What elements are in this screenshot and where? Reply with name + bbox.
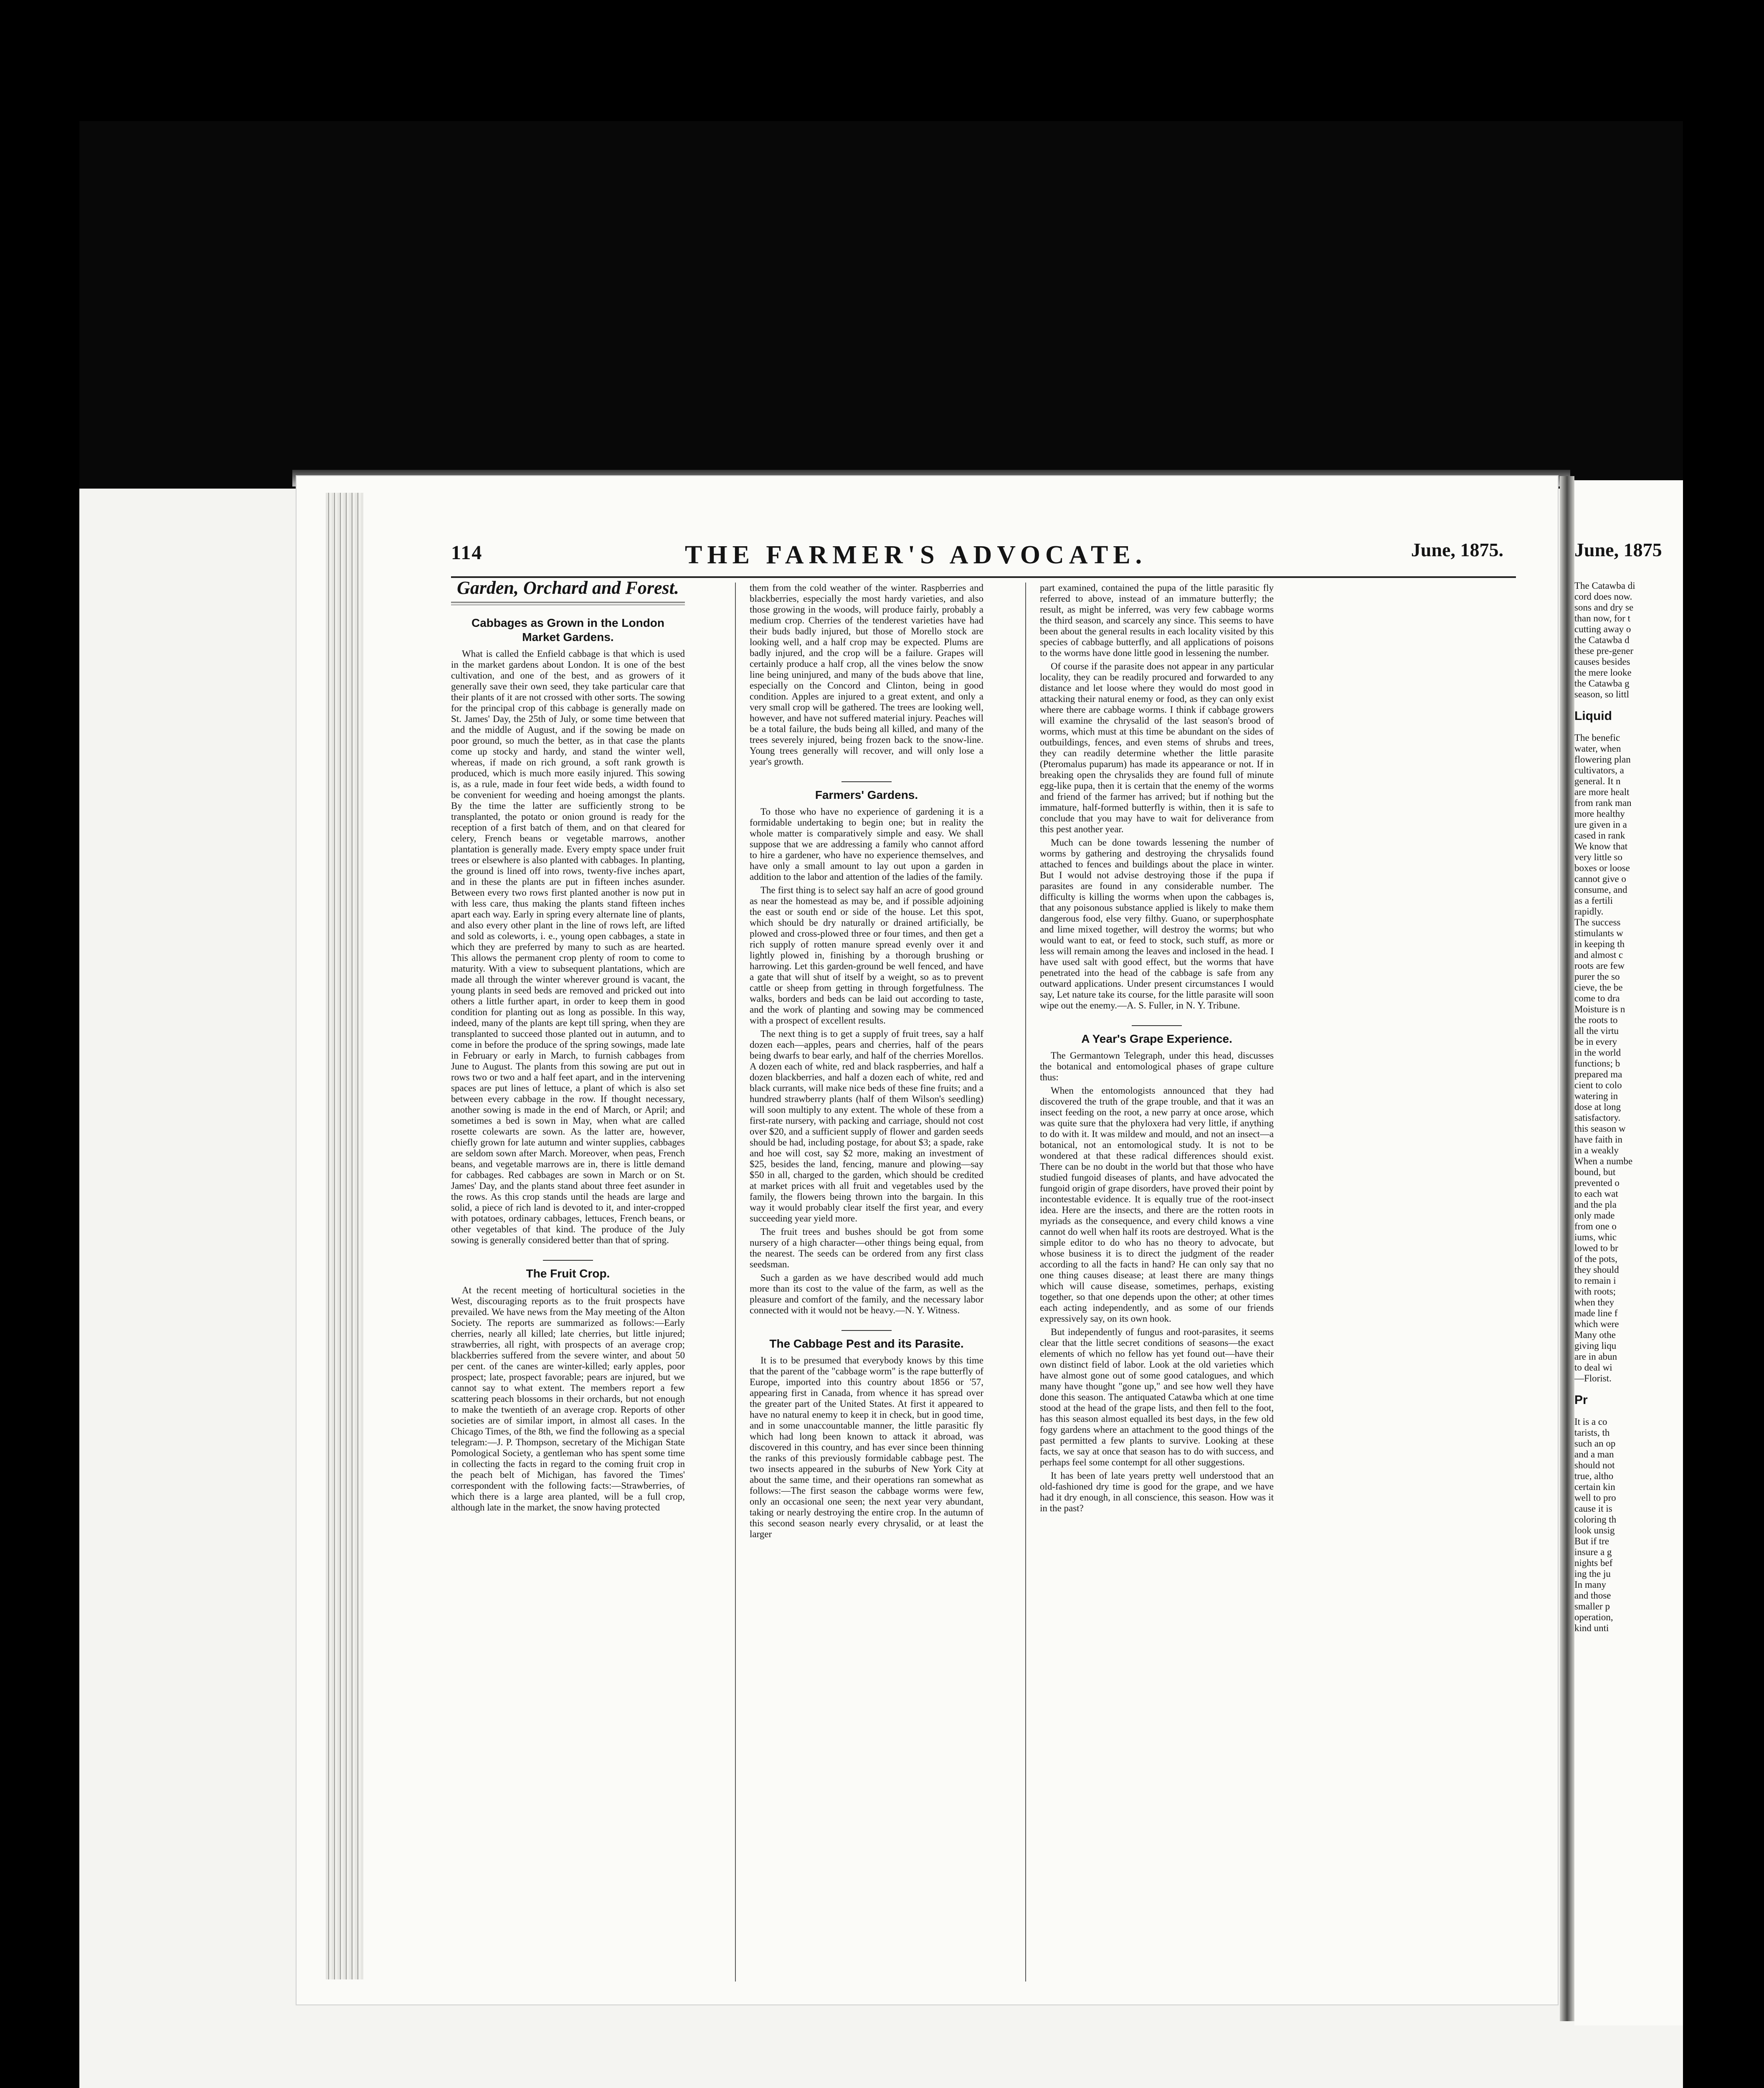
facing-text-line: made line f [1574,1308,1618,1318]
facing-page-fragment [1574,480,1683,2025]
facing-text-line: have faith in [1574,1134,1622,1145]
facing-text-line: from rank man [1574,798,1632,808]
facing-text-line: dose at long [1574,1102,1621,1112]
article-paragraph: When the entomologists announced that they had discovered the truth of the grape trouble, and that it was an insect feeding on the root, a new parry at once arose, which was quite sure that the phyloxera had very little, if anything to do with it. It was mildew and mould, and not an insect—a botanical, not an entomological study. It is not to be wondered at that these radical differences should exist. There can be no doubt in the world but that those who have studied fungoid diseases of plants, and have advocated the fungoid origin of grape disorders, have proved their point by incontestable evidence. It is equally true of the root-insect idea. Here are the insects, and there are the rotten roots in myriads as the consequence, and every child knows a vine cannot do well when half its roots are destroyed. What is the simple editor to do who has no theory to advocate, but whose business it is to direct the judgment of the reader according to all the facts in hand? He can only say that no one thing causes disease; at least there are many things which will cause disease, sometimes, perhaps, existing together, so that one depends upon the other; at other times each acting independently, and as some of our friends expressively say, on its own hook. [1040,1085,1274,1324]
page-header [451,539,1516,578]
facing-text-line: cord does now. [1574,591,1632,602]
facing-text-line: cased in rank [1574,830,1625,841]
facing-text-line: and the pla [1574,1199,1617,1210]
facing-text-line: operation, [1574,1612,1613,1622]
facing-text-line: all the virtu [1574,1026,1619,1036]
facing-text-line: Moisture is n [1574,1004,1625,1014]
column-rule [735,583,736,1982]
article-paragraph: It is to be presumed that everybody knows by this time that the parent of the "cabbage worm" is the rape butterfly of Europe, imported into this country about 1856 or '57, appearing first in Canada, from whence it has spread over the greater part of the United States. At first it appeared to have no natural enemy to keep it in check, but in good time, and in some unaccountable manner, the little parasitic fly which had long been known to attack it abroad, was discovered in this country, and has ever since been thinning the ranks of this previously formidable cabbage pest. The two insects appeared in the suburbs of New York City at about the same time, and their operations ran somewhat as follows:—The first season the cabbage worms were few, only an occasional one seen; the next year very abundant, taking or nearly destroying the entire crop. In the autumn of this second season nearly every chrysalid, or at least the larger [750,1355,983,1539]
facing-text-line: watering in [1574,1091,1618,1101]
issue-date: June, 1875. [1411,539,1503,560]
facing-text-line: purer the so [1574,971,1620,982]
facing-page-text [1574,580,1679,1634]
facing-text-line: In many [1574,1579,1607,1590]
facing-text-line: coloring th [1574,1514,1617,1525]
facing-text-line: stimulants w [1574,928,1623,938]
facing-text-line: the Catawba d [1574,635,1630,645]
article-title: Cabbages as Grown in the London Market Gardens. [471,616,665,644]
book-gutter [1560,476,1574,2021]
facing-text-line: flowering plan [1574,754,1631,765]
facing-text-line: cient to colo [1574,1080,1622,1090]
article-separator [841,1330,892,1331]
column-1-body [451,616,685,1513]
facing-text-line: sons and dry se [1574,602,1634,613]
facing-text-line: which were [1574,1319,1619,1329]
column-3 [1040,583,1274,1516]
scan-background-lower [79,2025,1683,2088]
facing-text-line: season, so littl [1574,689,1629,699]
facing-text-line: from one o [1574,1221,1617,1232]
facing-text-line: Many othe [1574,1330,1616,1340]
article-paragraph: The next thing is to get a supply of fruit trees, say a half dozen each—apples, pears and cherries, half of the pears being dwarfs to bear early, and half of the cherries Morellos. A dozen each of white, red and black raspberries, and half a dozen blackberries, and half a dozen each of white, red and black currants, will make nice beds of these fine fruits; and a hundred strawberry plants (half of them Wilson's seedling) will soon multiply to any extent. The whole of these from a first-rate nursery, with packing and carriage, should not cost over $20, and a sufficient supply of flower and garden seeds should be had, including postage, for about $3; a spade, rake and hoe will cost, say $2 more, making an investment of $25, besides the land, fencing, manure and plowing—say $50 in all, charged to the garden, which should be credited at market prices with all fruit and vegetables used by the family, the flowers being thrown into the bargain. In this way it would probably clear itself the first year, and every succeeding year yield more. [750,1029,983,1224]
article-title: Farmers' Gardens. [815,788,918,801]
facing-text-line: insure a g [1574,1547,1612,1557]
facing-text-line: more healthy [1574,808,1625,819]
facing-lines-bottom [1574,1416,1679,1634]
facing-text-line: cannot give o [1574,874,1626,884]
facing-text-line: the mere looke [1574,667,1632,678]
facing-text-line: The benefic [1574,732,1620,743]
facing-text-line: true, altho [1574,1471,1614,1481]
page-edge-stack [326,493,363,1979]
article-paragraph: Such a garden as we have described would add much more than its cost to the value of the farm, as well as the pleasure and comfort of the family, and the necessary labor connected with it would not be heavy.—N. Y. Witness. [750,1272,983,1315]
facing-text-line: should not [1574,1460,1615,1470]
facing-text-line: of the pots, [1574,1254,1617,1264]
facing-text-line: roots are few [1574,960,1625,971]
article-paragraph: What is called the Enfield cabbage is that which is used in the market gardens about London. It is one of the best cultivation, and one of the best, and as growers of it generally save their own seed, they take particular care that their plants of it are not crossed with other sorts. The sowing for the principal crop of this cabbage is generally made on St. James' Day, the 25th of July, or some time between that and the middle of August, and if the sowing be made on poor ground, so much the better, as in that case the plants come up stocky and hardy, and stand the winter well, whereas, if made on rich ground, a soft rank growth is produced, which is much more easily injured. This sowing is, as a rule, made in four feet wide beds, a width found to be convenient for weeding and hoeing amongst the plants. By the time the latter are sufficiently strong to be transplanted, the potato or onion ground is ready for the reception of a first batch of them, and on that cleared for celery, French beans or vegetable marrows, another plantation is generally made. Every empty space under fruit trees or elsewhere is also planted with cabbages. In planting, the ground is lined off into rows, twenty-five inches apart, and in these the plants are put in fifteen inches asunder. Between every two rows first planted another is now put in with less care, thus making the plants stand fifteen inches apart each way. Early in spring every alternate line of plants, and also every other plant in the line of rows left, are lifted and sold as coleworts, i. e., young open cabbages, a state in which they are preferred by many to such as are hearted. This allows the permanent crop plenty of room to come to maturity. With a view to subsequent plantations, which are made all through the winter wherever ground is vacant, the young plants in seed beds are removed and pricked out into others a little further apart, in order to keep them in good condition for planting out as long as possible. In this way, indeed, many of the plants are kept till spring, when they are transplanted to succeed those planted out in autumn, and to come in before the produce of the spring sowings, made late in February or early in March, to furnish cabbages from June to August. The plants from this sowing are put out in rows two or two and a half feet apart, and in the intervening spaces are put lines of lettuce, a plant of which is also set between every cabbage in the row. If thought necessary, another sowing is made in the end of March, or April; and sometimes a bed is sown in May, when what are called rosette colewarts are sown. As the latter are, however, chiefly grown for late autumn and winter supplies, cabbages are seldom sown after March. Moreover, when peas, French beans, and vegetable marrows are in, there is little demand for cabbages. Red cabbages are sown in March or on St. James' Day, and the plants stand about three feet asunder in the rows. As this crop stands until the heads are large and solid, a piece of rich land is devoted to it, and inter-cropped with potatoes, ordinary cabbages, lettuces, French beans, or other vegetables of that kind. The produce of the July sowing is generally considered better than that of spring. [451,649,685,1245]
article-title: The Fruit Crop. [526,1267,610,1280]
facing-text-line: to deal wi [1574,1362,1612,1373]
facing-text-line: to each wat [1574,1188,1618,1199]
facing-text-line: The Catawba di [1574,580,1635,591]
facing-text-line: to remain i [1574,1275,1616,1286]
article-paragraph: At the recent meeting of horticultural societies in the West, discouraging reports as to the fruit prospects have prevailed. We have news from the May meeting of the Alton Society. The reports are summarized as follows:—Early cherries, nearly all killed; late cherries, but little injured; strawberries, all right, with prospects of an average crop; blackberries suffered from the severe winter, and about 50 per cent. of the canes are winter-killed; early apples, poor prospect; late, prospect favorable; pears are injured, but we cannot say to what extent. The members report a few scattering peach blossoms in their orchards, but not enough to make the twentieth of an average crop. Reports of other societies are of similar import, in almost all cases. In the Chicago Times, of the 8th, we find the following as a special telegram:—J. P. Thompson, secretary of the Michigan State Pomological Society, a gentleman who has spent some time in collecting the facts in regard to the coming fruit crop in the peach belt of Michigan, has favored the Times' correspondent with the following facts:—Strawberries, of which there is a large area planted, will be a full crop, although late in the market, the snow having protected [451,1285,685,1513]
facing-text-line: smaller p [1574,1601,1610,1612]
article-title: A Year's Grape Experience. [1081,1032,1232,1045]
facing-text-line: nights bef [1574,1558,1613,1568]
facing-text-line: and a man [1574,1449,1614,1460]
facing-text-line: be in every [1574,1036,1617,1047]
scan-border-top [0,0,1764,121]
facing-text-line: when they [1574,1297,1614,1308]
facing-text-line: they should [1574,1264,1619,1275]
facing-text-line: well to pro [1574,1493,1616,1503]
facing-text-line: ure given in a [1574,819,1627,830]
facing-text-line: water, when [1574,743,1621,754]
facing-text-line: cieve, the be [1574,982,1623,993]
article-separator [1132,1025,1182,1026]
facing-text-line: cause it is [1574,1503,1612,1514]
facing-text-line: with roots; [1574,1286,1616,1297]
article-paragraph: The first thing is to select say half an acre of good ground as near the homestead as may be, and if possible adjoining the east or south end or side of the house. Let this spot, which should be dry naturally or drained artificially, be plowed and cross-plowed three or four times, and then get a rich supply of rotten manure spread evenly over it and lightly plowed in, finishing by a thorough brushing or harrowing. Let this garden-ground be well fenced, and have a gate that will shut of itself by a weight, so as to prevent cattle or sheep from getting in through forgetfulness. The walks, borders and beds can be laid out according to taste, and the work of planting and sowing may be commenced with a prospect of excellent results. [750,885,983,1026]
column-3-body [1040,583,1274,1514]
section-heading-rule [451,602,685,605]
facing-text-line: causes besides [1574,656,1630,667]
facing-text-line: are in abun [1574,1351,1617,1362]
article-title: The Cabbage Pest and its Parasite. [769,1337,964,1350]
facing-text-line: cultivators, a [1574,765,1624,775]
facing-text-line: in keeping th [1574,939,1625,949]
scan-border-left [0,0,79,2088]
facing-text-line: functions; b [1574,1058,1620,1069]
facing-lines-top [1574,580,1679,700]
facing-text-line: tarists, th [1574,1427,1610,1438]
facing-text-line: prepared ma [1574,1069,1622,1079]
facing-text-line: come to dra [1574,993,1620,1003]
facing-text-line: kind unti [1574,1623,1609,1633]
facing-text-line: It is a co [1574,1416,1607,1427]
scan-border-right [1683,0,1764,2088]
facing-text-line: this season w [1574,1123,1626,1134]
facing-text-line: and almost c [1574,950,1623,960]
column-rule [1025,583,1026,1982]
facing-text-line: such an op [1574,1438,1616,1449]
facing-text-line: only made [1574,1210,1615,1221]
article-paragraph: part examined, contained the pupa of the little parasitic fly referred to above, instead of an immature butterfly; the result, as might be inferred, was very few cabbage worms the third season, and scarcely any since. This seems to have been about the general results in each locality visited by this species of cabbage butterfly, and all applications of poisons to the worms have done little good in lessening the number. [1040,583,1274,658]
facing-text-line: satisfactory. [1574,1112,1621,1123]
article-paragraph: The Germantown Telegraph, under this head, discusses the botanical and entomological phases of grape culture thus: [1040,1050,1274,1082]
article-paragraph: To those who have no experience of gardening it is a formidable undertaking to begin one; but in reality the whole matter is comparatively simple and easy. We shall suppose that we are addressing a family who cannot afford to hire a gardener, who have no experience themselves, and have only a small amount to lay out upon a garden in addition to the labor and attention of the ladies of the family. [750,806,983,882]
facing-text-line: these pre-gener [1574,646,1634,656]
facing-text-line: But if tre [1574,1536,1609,1546]
column-1 [451,578,685,1515]
page-number: 114 [451,542,483,564]
facing-text-line: rapidly. [1574,906,1604,917]
facing-text-line: certain kin [1574,1482,1615,1492]
article-separator [543,1260,593,1261]
section-heading: Garden, Orchard and Forest. [457,578,679,598]
facing-text-line: are more healt [1574,787,1630,797]
facing-text-line: look unsig [1574,1525,1615,1536]
facing-text-line: general. It n [1574,776,1621,786]
article-paragraph: Much can be done towards lessening the number of worms by gathering and destroying the chrysalids found attached to fences and buildings about the place in winter. But I would not advise destroying those if the pupa if parasites are found in any considerable number. The difficulty is killing the worms when upon the cabbages is, that any poisonous substance applied is likely to make them dangerous food, else very filthy. Guano, or superphosphate and lime mixed together, will destroy the worms; but who would want to eat, or feed to stock, such stuff, as more or less will remain among the leaves and inclosed in the head. I have used salt with good effect, but the worms that have penetrated into the head of the cabbage is safe from any outward applications. Under present circumstances I would say, Let nature take its course, for the little parasite will soon wipe out the enemy.—A. S. Fuller, in N. Y. Tribune. [1040,837,1274,1011]
facing-text-line: cutting away o [1574,624,1631,634]
facing-text-line: lowed to br [1574,1243,1618,1253]
facing-text-line: bound, but [1574,1167,1616,1177]
facing-title-liquid: Liquid [1574,709,1612,723]
facing-text-line: —Florist. [1574,1373,1612,1384]
facing-text-line: consume, and [1574,884,1627,895]
column-2 [750,583,983,1542]
facing-text-line: in a weakly [1574,1145,1619,1155]
facing-text-line: than now, for t [1574,613,1630,623]
facing-lines-mid [1574,732,1679,1384]
facing-text-line: in the world [1574,1047,1621,1058]
column-2-body [750,583,983,1540]
article-paragraph: But independently of fungus and root-parasites, it seems clear that the little secret conditions of seasons—the exact elements of which no fellow has yet found out—have their own distinct field of labor. Look at the old varieties which have almost gone out of some good catalogues, and which many have thought "gone up," and see how well they have done this season. The antiquated Catawba which at one time stood at the head of the grape lists, and then fell to the foot, has this season almost equalled its best days, in the few old fogy gardens where an attachment to the good things of the past permitted a few plants to survive. Looking at these facts, we say at once that season has to do with success, and perhaps feel some contempt for all other suggestions. [1040,1327,1274,1467]
article-separator [841,781,892,782]
article-paragraph: It has been of late years pretty well understood that an old-fashioned dry time is good for the grape, and we have had it dry enough, in all conscience, this season. How was it in the past? [1040,1470,1274,1513]
facing-text-line: boxes or loose [1574,863,1630,873]
facing-text-line: When a numbe [1574,1156,1633,1166]
article-paragraph: Of course if the parasite does not appear in any particular locality, they can be readily procured and forwarded to any distance and let loose where they would do most good in attacking their natural enemy or food, as they can only exist where there are cabbage worms. I think if cabbage growers will examine the chrysalid of the last season's brood of worms, which must at this time be abundant on the sides of outbuildings, fences, and even stems of shrubs and trees, they can readily determine whether the little parasite (Pteromalus puparum) has made its appearance or not. If in breaking open the chrysalids they are found full of minute egg-like pupa, then it is certain that the enemy of the worms and friend of the farmer has arrived; but if nothing but the immature, half-formed butterfly is within, then it is safe to conclude that you may have to wait for deliverance from this pest another year. [1040,661,1274,834]
facing-text-line: prevented o [1574,1178,1620,1188]
facing-text-line: and those [1574,1590,1611,1601]
facing-title-pr: Pr [1574,1393,1588,1407]
facing-text-line: the roots to [1574,1015,1618,1025]
scan-background [79,121,1683,489]
facing-text-line: The success [1574,917,1621,927]
facing-text-line: the Catawba g [1574,678,1630,689]
article-paragraph: them from the cold weather of the winter. Raspberries and blackberries, especially the most hardy varieties, and also those growing in the woods, will produce fairly, probably a medium crop. Cherries of the tenderest varieties have had their buds badly injured, but those of Morello stock are looking well, and a half crop may be expected. Plums are badly injured, and the crop will be a failure. Grapes will certainly produce a half crop, all the vines below the snow line being uninjured, and many of the buds above that line, especially on the Concord and Clinton, being in good condition. Apples are injured to a great extent, and only a very small crop will be gathered. The trees are looking well, however, and have not suffered material injury. Peaches will be a total failure, the buds being all killed, and many of the trees severely injured, being frozen back to the snow-line. Young trees generally will recover, and will only lose a year's growth. [750,583,983,767]
facing-text-line: giving liqu [1574,1340,1617,1351]
masthead-title: THE FARMER'S ADVOCATE. [685,541,1147,569]
facing-text-line: as a fertili [1574,895,1613,906]
facing-text-line: very little so [1574,852,1622,862]
facing-page-date: June, 1875 [1574,539,1662,560]
facing-text-line: ing the ju [1574,1569,1611,1579]
facing-text-line: We know that [1574,841,1628,851]
facing-text-line: iums, whic [1574,1232,1617,1242]
article-paragraph: The fruit trees and bushes should be got from some nursery of a high character—other things being equal, from the nearest. The seeds can be ordered from any first class seedsman. [750,1226,983,1270]
